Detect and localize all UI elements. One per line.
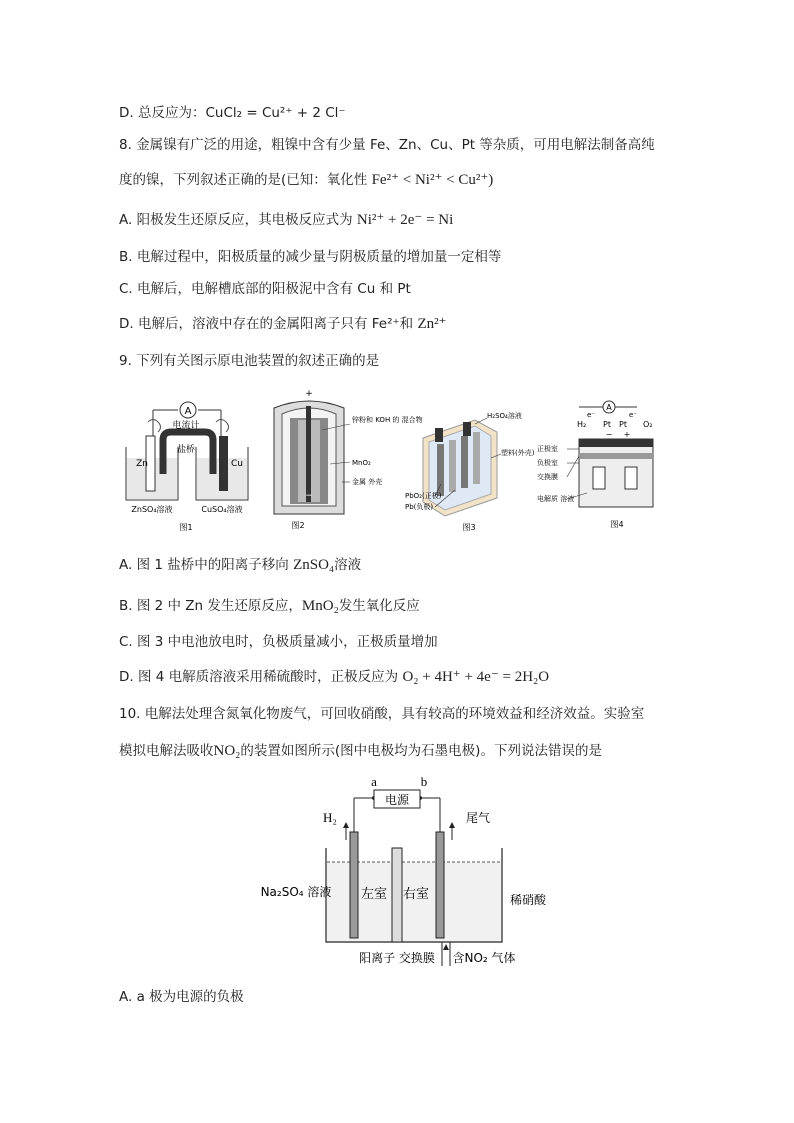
fig1-ammeter-label: 电流计 [172,421,200,431]
fig3-label-pbo2: PbO₂(正极) [405,492,442,500]
q9-figure-1 [118,392,253,537]
q8-stem-text: 度的镍，下列叙述正确的是(已知：氧化性 [119,172,368,188]
q9-option-d-text: D. 图 4 电解质溶液采用稀硫酸时，正极反应为 [119,669,399,685]
q10-fig-membrane: 阳离子 交换膜 [359,951,435,965]
fig2-label-mno2: MnO₂ [352,459,371,467]
q10-fig-right-room: 右室 [402,887,430,902]
fig1-solution-right: CuSO₄溶液 [201,505,243,514]
fig2-minus: − [305,491,313,501]
q8-option-c: C. 电解后，电解槽底部的阳极泥中含有 Cu 和 Pt [119,281,411,297]
fig4-label-neg: 负极室 [537,459,558,467]
q7-option-d-label: D. 总反应为： [119,105,206,121]
fig1-salt-bridge: 盐桥 [176,445,196,455]
q9-option-d-math: O₂ + 4H⁺ + 4e⁻ = 2H₂O [402,669,550,685]
q10-fig-left-room: 左室 [360,887,388,902]
q9-option-a-tail: 溶液 [334,557,362,573]
fig4-minus: − [605,430,613,439]
q10-figure [260,770,547,985]
fig3-label-plastic: 塑料(外壳) [501,449,535,457]
q9-option-c: C. 图 3 中电池放电时，负极质量减小，正极质量增加 [119,634,438,650]
q9-option-b-math: MnO₂ [301,598,339,614]
fig1-electrode-zn: Zn [136,459,148,469]
fig4-pt-right: Pt [619,420,627,429]
q8-option-b: B. 电解过程中，阳极质量的减少量与阴极质量的增加量一定相等 [119,249,502,265]
fig2-plus: + [305,389,313,399]
q8-option-d-text: D. 电解后，溶液中存在的金属阳离子只有 Fe²⁺和 [119,316,414,332]
q10-option-a: A. a 极为电源的负极 [119,989,244,1005]
q8-option-a [119,211,453,229]
q9-figure-4 [537,397,665,537]
fig1-solution-left: ZnSO₄溶液 [131,505,173,514]
q7-option-d-equation: CuCl₂ = Cu²⁺ + 2 Cl⁻ [205,105,346,121]
q8-option-d [119,315,447,333]
fig4-gas-h2: H₂ [577,420,587,429]
fig4-electron-left: e⁻ [587,411,596,419]
q10-stem-line-1: 10. 电解法处理含氮氧化物废气，可回收硝酸，具有较高的环境效益和经济效益。实验室 [119,706,645,722]
q8-option-d-math: Zn²⁺ [417,316,447,332]
fig4-pt-left: Pt [603,420,611,429]
fig4-caption: 图4 [610,520,624,529]
q8-option-a-text: A. 阳极发生还原反应，其电极反应式为 [119,212,353,228]
q9-option-d [119,668,549,686]
fig2-label-mix: 锌粉和 KOH 的 混合物 [352,416,423,424]
q10-fig-power: 电源 [384,793,410,807]
fig3-label-pb: Pb(负极) [405,503,434,511]
q8-stem-math: Fe²⁺ < Ni²⁺ < Cu²⁺) [371,172,494,188]
q10-fig-right-solution: 稀硝酸 [509,893,547,907]
fig3-caption: 图3 [462,523,476,532]
fig4-label-pos: 正极室 [537,445,558,453]
q7-option-d [119,104,346,122]
q10-stem-text-a: 模拟电解法吸收 [119,743,214,759]
fig4-electron-right: e⁻ [629,411,638,419]
fig1-meter: A [184,406,192,417]
q10-fig-a: a [371,774,377,789]
q10-fig-tail-gas: 尾气 [465,811,491,825]
q9-option-b [119,597,420,615]
q10-fig-inlet: 含NO₂ 气体 [452,951,516,965]
q8-stem-line-2 [119,171,493,189]
q9-option-b-tail: 发生氧化反应 [338,598,420,614]
q10-stem-text-b: 的装置如图所示(图中电极均为石墨电极)。下列说法错误的是 [240,743,602,759]
fig2-caption: 图2 [291,521,305,530]
fig4-meter: A [606,403,612,412]
fig1-electrode-cu: Cu [231,459,243,469]
q10-stem-math: NO₂ [213,743,241,759]
fig4-label-electrolyte: 电解质 溶液 [537,495,575,503]
q8-option-a-math: Ni²⁺ + 2e⁻ = Ni [356,212,454,228]
q8-stem-line-1: 8. 金属镍有广泛的用途，粗镍中含有少量 Fe、Zn、Cu、Pt 等杂质，可用电解法制备高纯 [119,137,655,153]
q9-option-a-text: A. 图 1 盐桥中的阳离子移向 [119,557,289,573]
q9-stem: 9. 下列有关图示原电池装置的叙述正确的是 [119,353,380,369]
fig1-caption: 图1 [179,523,193,532]
q9-option-b-text: B. 图 2 中 Zn 发生还原反应， [119,598,302,614]
q9-option-a [119,556,361,574]
q10-fig-b: b [420,774,428,789]
fig4-label-membrane: 交换膜 [537,473,558,481]
q10-stem-line-2 [119,742,602,760]
q9-figure-3 [405,410,535,535]
q10-fig-left-solution: Na₂SO₄ 溶液 [260,885,332,899]
fig3-label-acid: H₂SO₄溶液 [487,412,522,420]
q10-fig-h2: H₂ [323,810,337,825]
fig2-label-shell: 金属 外壳 [352,478,383,486]
fig4-gas-o2: O₂ [643,420,653,429]
fig4-plus: + [623,430,631,439]
q9-option-a-math: ZnSO₄ [293,557,335,573]
